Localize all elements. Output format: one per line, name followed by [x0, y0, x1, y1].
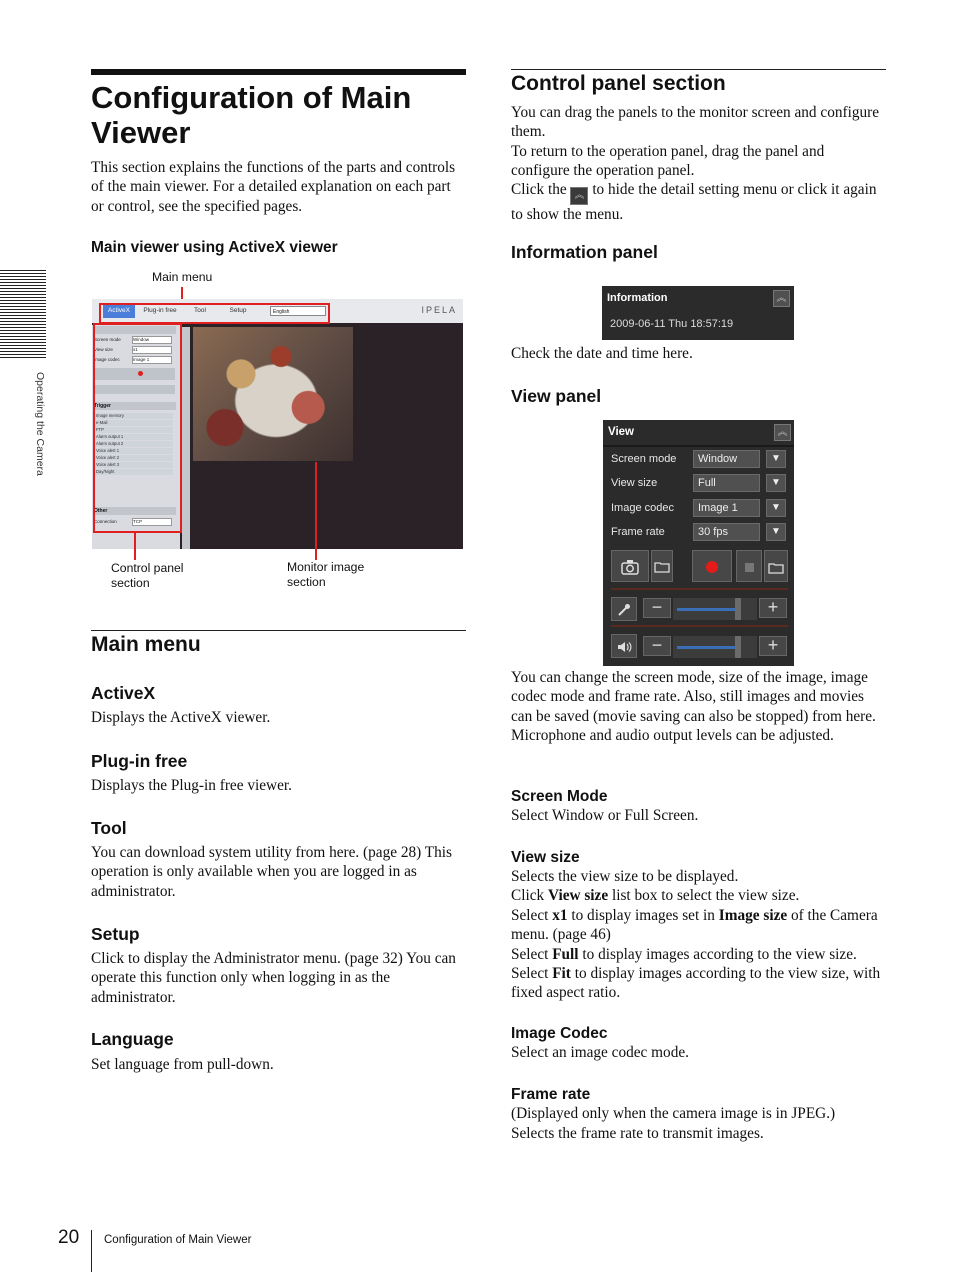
main-menu-heading: Main menu	[91, 633, 201, 656]
view-panel-divider	[603, 445, 794, 447]
frame-rate-heading: Frame rate	[511, 1086, 591, 1103]
speaker-icon	[616, 640, 632, 654]
trigger-item[interactable]: Alarm output 1	[95, 434, 173, 440]
section-rule	[511, 69, 886, 70]
view-size-line: Selects the view size to be displayed.	[511, 868, 739, 885]
collapse-chevron-icon[interactable]: ︽	[773, 290, 790, 307]
mic-volume-track	[677, 608, 737, 611]
vp-row-image-codec: Image codec Image 1	[94, 356, 176, 364]
side-tab-marker	[0, 270, 46, 360]
mic-volume-down-button[interactable]: −	[643, 598, 671, 618]
control-text-3	[511, 180, 886, 224]
image-codec-select[interactable]: Image 1	[693, 499, 760, 517]
screen-mode-label: Screen mode	[611, 453, 677, 465]
control-panel-scrollbar[interactable]	[182, 327, 190, 549]
activex-heading: ActiveX	[91, 683, 156, 703]
audio-volume-up-button[interactable]: +	[759, 636, 787, 656]
view-panel-heading: View panel	[511, 386, 602, 406]
callout-control-panel: Control panel section	[111, 561, 184, 590]
view-panel-text: You can change the screen mode, size of the image, image codec mode and frame rate. Also, still images and movies can be saved (movie saving can also be stopped) from here. Microphone and audio output levels can be adjusted.	[511, 669, 876, 745]
information-panel	[602, 286, 794, 340]
view-size-label: View size	[611, 477, 658, 489]
control-text-1: You can drag the panels to the monitor screen and configure them.	[511, 104, 880, 141]
audio-volume-down-button[interactable]: −	[643, 636, 671, 656]
trigger-item[interactable]: Day/Night	[95, 469, 173, 475]
stop-button[interactable]	[736, 550, 762, 582]
collapse-chevron-icon: ︽	[570, 187, 588, 205]
view-panel-divider	[611, 588, 788, 590]
microphone-button[interactable]	[611, 597, 637, 621]
setup-text: Click to display the Administrator menu. (page 32) You can operate this function only when logging in as the administrator.	[91, 950, 456, 1006]
running-title: Configuration of Main Viewer	[104, 1234, 252, 1246]
view-size-line: Select x1 to display images set in Image size of the Camera menu. (page 46)	[511, 906, 878, 944]
monitor-image	[193, 327, 353, 461]
chevron-down-icon[interactable]: ▼	[766, 450, 786, 468]
information-text: Check the date and time here.	[511, 345, 693, 362]
tab-activex[interactable]: ActiveX	[103, 304, 135, 318]
tab-tool[interactable]: Tool	[194, 307, 206, 314]
trigger-item[interactable]: e-Mail	[95, 420, 173, 426]
language-text: Set language from pull-down.	[91, 1056, 274, 1073]
main-viewer-screenshot	[92, 299, 463, 549]
record-button[interactable]	[692, 550, 732, 582]
chevron-down-icon[interactable]: ▼	[766, 499, 786, 517]
microphone-icon	[617, 603, 631, 617]
record-dot-icon	[706, 561, 718, 573]
slider-handle[interactable]	[735, 598, 741, 620]
frame-rate-select[interactable]: 30 fps	[693, 523, 760, 541]
view-size-heading: View size	[511, 849, 580, 866]
view-size-line: Click View size list box to select the view size.	[511, 887, 800, 905]
open-folder-button[interactable]	[764, 550, 788, 582]
stop-square-icon	[745, 563, 754, 572]
trigger-item[interactable]: Voice alert 2	[95, 455, 173, 461]
section-rule	[91, 630, 466, 631]
trigger-header: Trigger	[94, 402, 176, 410]
chevron-down-icon[interactable]: ▼	[766, 474, 786, 492]
mic-volume-slider[interactable]	[673, 598, 757, 620]
mic-volume-up-button[interactable]: +	[759, 598, 787, 618]
trigger-item[interactable]: FTP	[95, 427, 173, 433]
open-folder-button[interactable]	[651, 550, 673, 582]
tab-setup[interactable]: Setup	[229, 307, 247, 314]
tool-heading: Tool	[91, 818, 127, 838]
view-panel-divider	[611, 625, 788, 627]
trigger-item[interactable]: Voice alert 3	[95, 462, 173, 468]
slider-handle[interactable]	[735, 636, 741, 658]
activex-text: Displays the ActiveX viewer.	[91, 709, 271, 726]
figure-heading: Main viewer using ActiveX viewer	[91, 239, 338, 256]
vp-row-view-size: View size x1	[94, 346, 176, 354]
trigger-item[interactable]: Alarm output 2	[95, 441, 173, 447]
image-codec-heading: Image Codec	[511, 1025, 608, 1042]
image-codec-label: Image codec	[611, 502, 674, 514]
callout-main-menu: Main menu	[152, 270, 213, 284]
speaker-button[interactable]	[611, 634, 637, 658]
audio-volume-track	[677, 646, 737, 649]
page-title	[91, 80, 466, 150]
view-size-line: Select Fit to display images according to the view size, with fixed aspect ratio.	[511, 965, 881, 1002]
screen-mode-heading: Screen Mode	[511, 788, 608, 805]
view-size-select[interactable]: Full	[693, 474, 760, 492]
information-datetime: 2009-06-11 Thu 18:57:19	[610, 318, 734, 330]
collapse-chevron-icon[interactable]: ︽	[774, 424, 791, 441]
tab-plugin-free[interactable]: Plug-in free	[143, 307, 177, 314]
language-select[interactable]: English	[270, 306, 326, 316]
control-text-2: To return to the operation panel, drag the panel and configure the operation panel.	[511, 143, 825, 180]
camera-icon	[620, 559, 640, 575]
pluginfree-text: Displays the Plug-in free viewer.	[91, 777, 292, 794]
intro-paragraph: This section explains the functions of the parts and controls of the main viewer. For a detailed explanation on each part or control, see the specified pages.	[91, 159, 456, 215]
callout-line-monitor	[315, 462, 317, 560]
frame-rate-text-2: Selects the frame rate to transmit images.	[511, 1125, 764, 1142]
other-header: Other	[94, 507, 176, 515]
control-panel-heading: Control panel section	[511, 72, 726, 95]
control-text-3-end: to hide the detail setting menu or click it again to show the menu.	[511, 181, 877, 223]
control-text-3-start: Click the	[511, 181, 567, 198]
page-title-line-2: Viewer	[91, 115, 191, 150]
highlight-control-panel	[93, 323, 182, 533]
pluginfree-heading: Plug-in free	[91, 751, 188, 771]
folder-icon	[768, 561, 784, 574]
view-panel-title: View	[608, 426, 634, 438]
page-number: 20	[58, 1227, 80, 1248]
setup-heading: Setup	[91, 924, 140, 944]
screen-mode-text: Select Window or Full Screen.	[511, 807, 699, 824]
screen-mode-select[interactable]: Window	[693, 450, 760, 468]
information-panel-title: Information	[607, 292, 668, 304]
trigger-item[interactable]: Image memory	[95, 413, 173, 419]
callout-line-control-panel	[134, 532, 136, 560]
language-heading: Language	[91, 1029, 174, 1049]
image-codec-text: Select an image codec mode.	[511, 1044, 689, 1061]
callout-monitor: Monitor image section	[287, 560, 365, 589]
chevron-down-icon[interactable]: ▼	[766, 523, 786, 541]
information-panel-heading: Information panel	[511, 242, 658, 262]
trigger-item[interactable]: Voice alert 1	[95, 448, 173, 454]
vp-row-screen-mode: Screen mode Window	[94, 336, 176, 344]
capture-button[interactable]	[611, 550, 649, 582]
page-title-line-1: Configuration of Main	[91, 80, 412, 115]
tool-text: You can download system utility from here. (page 28) This operation is only available when you are logged in as administrator.	[91, 844, 452, 900]
side-tab-label: Operating the Camera	[34, 372, 46, 476]
brand-logo: IPELA	[421, 305, 457, 315]
footer-divider	[91, 1230, 92, 1272]
folder-icon	[654, 560, 670, 573]
frame-rate-label: Frame rate	[611, 526, 665, 538]
view-size-text	[511, 867, 886, 1003]
view-panel	[603, 420, 794, 666]
highlight-main-menu	[99, 303, 330, 324]
view-size-line: Select Full to display images according to the view size.	[511, 945, 857, 963]
audio-volume-slider[interactable]	[673, 636, 757, 658]
connection-row: Connection TCP	[94, 518, 176, 526]
title-rule	[91, 69, 466, 75]
frame-rate-text-1: (Displayed only when the camera image is in JPEG.)	[511, 1105, 836, 1122]
